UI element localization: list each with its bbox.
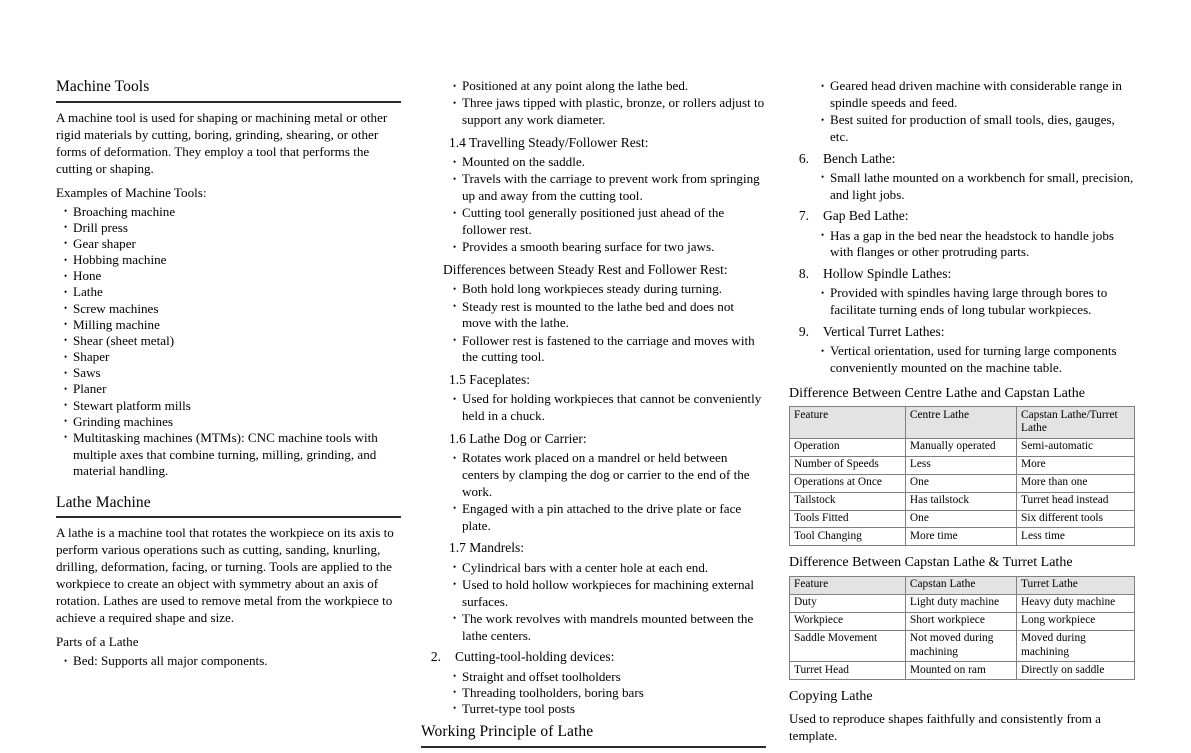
table-row [790,438,1135,456]
numbered-item-2 [421,648,766,665]
table-one-heading: Difference Between Centre Lathe and Capstan Lathe [789,385,1085,401]
table-cell: More than one [1016,474,1134,492]
list-item: • Multitasking machines (MTMs): CNC machine tools with multiple axes that combine turning, milling, grinding, and material handling. [64,430,401,480]
list-item: • Stewart platform mills [64,398,401,415]
table-cell: Light duty machine [905,594,1016,612]
capstan-vs-turret-lathe-table [789,576,1135,680]
numbered-item-9-label: Vertical Turret Lathes: [823,323,945,339]
copying-lathe-paragraph: Used to reproduce shapes faithfully and consistently from a template. [789,710,1101,743]
table-cell: Turret Head [790,662,906,680]
gap-bed-lathe-bullets [789,228,1135,262]
vertical-turret-lathes-bullets [789,343,1135,377]
list-item: • Three jaws tipped with plastic, bronze, or rollers adjust to support any work diameter. [453,95,766,129]
table-cell: Number of Speeds [790,456,906,474]
list-item: • Cutting tool generally positioned just ahead of the follower rest. [453,205,766,239]
list-item: • Hobbing machine [64,252,401,269]
section-label-1-6: 1.6 Lathe Dog or Carrier: [449,430,587,446]
table-cell: Directly on saddle [1016,662,1134,680]
list-item: • Lathe [64,284,401,301]
list-item: • Both hold long workpieces steady during turning. [453,281,766,298]
section-1-4-bullets [421,154,766,256]
table-cell: Has tailstock [905,492,1016,510]
table-row [790,528,1135,546]
numbered-item-8 [789,265,1135,282]
list-item: • Gear shaper [64,236,401,253]
table-cell: One [905,510,1016,528]
table-header-cell: Centre Lathe [905,407,1016,439]
table-cell: One [905,474,1016,492]
numbered-item-6 [789,150,1135,167]
table-row [790,474,1135,492]
numbered-item-7-label: Gap Bed Lathe: [823,208,909,224]
table-header-cell: Feature [790,576,906,594]
table-row [790,510,1135,528]
table-header-row [790,576,1135,594]
section-label-1-4: 1.4 Travelling Steady/Follower Rest: [449,134,649,150]
list-item: • Planer [64,381,401,398]
table-header-row [790,407,1135,439]
numbered-item-7-number: 7. [798,208,809,224]
section-title-working-principle: Working Principle of Lathe [421,723,766,748]
list-item: • Follower rest is fastened to the carriage and moves with the cutting tool. [453,333,766,367]
list-item: • Milling machine [64,317,401,334]
list-item: • Engaged with a pin attached to the drive plate or face plate. [453,501,766,535]
section-label-1-7: 1.7 Mandrels: [449,540,524,556]
table-cell: Less time [1016,528,1134,546]
section-1-6-bullets [421,450,766,534]
list-item: • Straight and offset toolholders [453,669,766,686]
table-header-cell: Feature [790,407,906,439]
parts-of-a-lathe-label: Parts of a Lathe [56,634,139,650]
numbered-item-9 [789,323,1135,340]
list-item: • Best suited for production of small tools, dies, gauges, etc. [821,112,1135,146]
list-item: • Used for holding workpieces that cannot be conveniently held in a chuck. [453,391,766,425]
table-cell: Not moved during machining [905,630,1016,662]
table-row [790,492,1135,510]
list-item: • Provided with spindles having large through bores to facilitate turning ends of long tubular workpieces. [821,285,1135,319]
table-cell: Semi-automatic [1016,438,1134,456]
table-cell: Turret head instead [1016,492,1134,510]
table-cell: Tools Fitted [790,510,906,528]
table-header-cell: Capstan Lathe [905,576,1016,594]
column-two [421,78,766,753]
list-item: • Shaper [64,349,401,366]
list-item: • Turret-type tool posts [453,701,766,718]
table-row [790,662,1135,680]
table-cell: Duty [790,594,906,612]
list-item: • Used to hold hollow workpieces for machining external surfaces. [453,577,766,611]
table-cell: Six different tools [1016,510,1134,528]
column-three [789,78,1135,744]
table-cell: Tool Changing [790,528,906,546]
table-row [790,630,1135,662]
label-differences-steady-follower: Differences between Steady Rest and Follower Rest: [443,262,728,278]
bench-lathe-bullets [789,170,1135,204]
table-cell: Heavy duty machine [1016,594,1134,612]
parts-of-a-lathe-list [56,653,401,670]
numbered-item-7 [789,207,1135,224]
page-title-machine-tools: Machine Tools [56,78,401,103]
list-item: • Cylindrical bars with a center hole at each end. [453,560,766,577]
table-cell: Less [905,456,1016,474]
column-one [56,78,401,673]
centre-vs-capstan-lathe-table [789,406,1135,546]
table-cell: More [1016,456,1134,474]
numbered-item-2-number: 2. [430,649,441,665]
machine-tools-intro-paragraph: A machine tool is used for shaping or machining metal or other rigid materials by cutting, boring, grinding, shearing, or other forms of deformation. They employ a tool that performs the cutting or shaping. [56,109,388,176]
list-item: • Saws [64,365,401,382]
table-cell: Moved during machining [1016,630,1134,662]
table-cell: Workpiece [790,612,906,630]
section-1-5-bullets [421,391,766,425]
table-row [790,594,1135,612]
section-1-7-bullets [421,560,766,645]
list-item: • Has a gap in the bed near the headstock to handle jobs with flanges or other protruding parts. [821,228,1135,262]
list-item: • Threading toolholders, boring bars [453,685,766,702]
examples-label: Examples of Machine Tools: [56,184,207,200]
table-cell: More time [905,528,1016,546]
table-cell: Operations at Once [790,474,906,492]
machine-tools-examples-list [56,204,401,480]
table-cell: Manually operated [905,438,1016,456]
table-row [790,456,1135,474]
list-item: • Small lathe mounted on a workbench for small, precision, and light jobs. [821,170,1135,204]
differences-steady-follower-bullets [421,281,766,366]
numbered-item-8-label: Hollow Spindle Lathes: [823,266,952,282]
section-title-lathe-machine: Lathe Machine [56,494,401,519]
column-three-top-bullets [789,78,1135,146]
list-item: • Vertical orientation, used for turning large components conveniently mounted on the machine table. [821,343,1135,377]
section-label-1-5: 1.5 Faceplates: [449,372,530,388]
cutting-tool-holding-devices-bullets [421,669,766,718]
list-item: • Broaching machine [64,204,401,221]
table-cell: Tailstock [790,492,906,510]
list-item: • Steady rest is mounted to the lathe bed and does not move with the lathe. [453,299,766,333]
list-item: • Mounted on the saddle. [453,154,766,171]
list-item: • Provides a smooth bearing surface for two jaws. [453,239,766,256]
numbered-item-9-number: 9. [798,323,809,339]
list-item: • Drill press [64,220,401,237]
lathe-machine-intro-paragraph: A lathe is a machine tool that rotates the workpiece on its axis to perform various operations such as cutting, sanding, knurling, drilling, deformation, facing, or turning. Tools are applied to the workpiece to create an object with symmetry about an axis of rotation. Lathes are used to remove metal from the workpiece to achieve a required shape and size. [56,525,394,626]
hollow-spindle-lathes-bullets [789,285,1135,319]
column-two-top-bullets [421,78,766,129]
copying-lathe-heading: Copying Lathe [789,689,873,705]
list-item: • Grinding machines [64,414,401,431]
numbered-item-6-number: 6. [798,150,809,166]
list-item: • Positioned at any point along the lathe bed. [453,78,766,95]
list-item: • The work revolves with mandrels mounted between the lathe centers. [453,611,766,645]
list-item: • Geared head driven machine with considerable range in spindle speeds and feed. [821,78,1135,112]
table-cell: Long workpiece [1016,612,1134,630]
list-item: • Rotates work placed on a mandrel or held between centers by clamping the dog or carrier to the end of the work. [453,450,766,500]
table-cell: Operation [790,438,906,456]
numbered-item-8-number: 8. [798,266,809,282]
list-item: • Bed: Supports all major components. [64,653,401,670]
list-item: • Travels with the carriage to prevent work from springing up and away from the cutting tool. [453,171,766,205]
table-two-heading: Difference Between Capstan Lathe & Turret Lathe [789,555,1073,571]
table-header-cell: Capstan Lathe/Turret Lathe [1016,407,1134,439]
list-item: • Hone [64,268,401,285]
table-cell: Saddle Movement [790,630,906,662]
list-item: • Screw machines [64,301,401,318]
numbered-item-6-label: Bench Lathe: [823,150,896,166]
table-header-cell: Turret Lathe [1016,576,1134,594]
table-cell: Mounted on ram [905,662,1016,680]
table-cell: Short workpiece [905,612,1016,630]
table-row [790,612,1135,630]
list-item: • Shear (sheet metal) [64,333,401,350]
numbered-item-2-label: Cutting-tool-holding devices: [455,649,615,665]
